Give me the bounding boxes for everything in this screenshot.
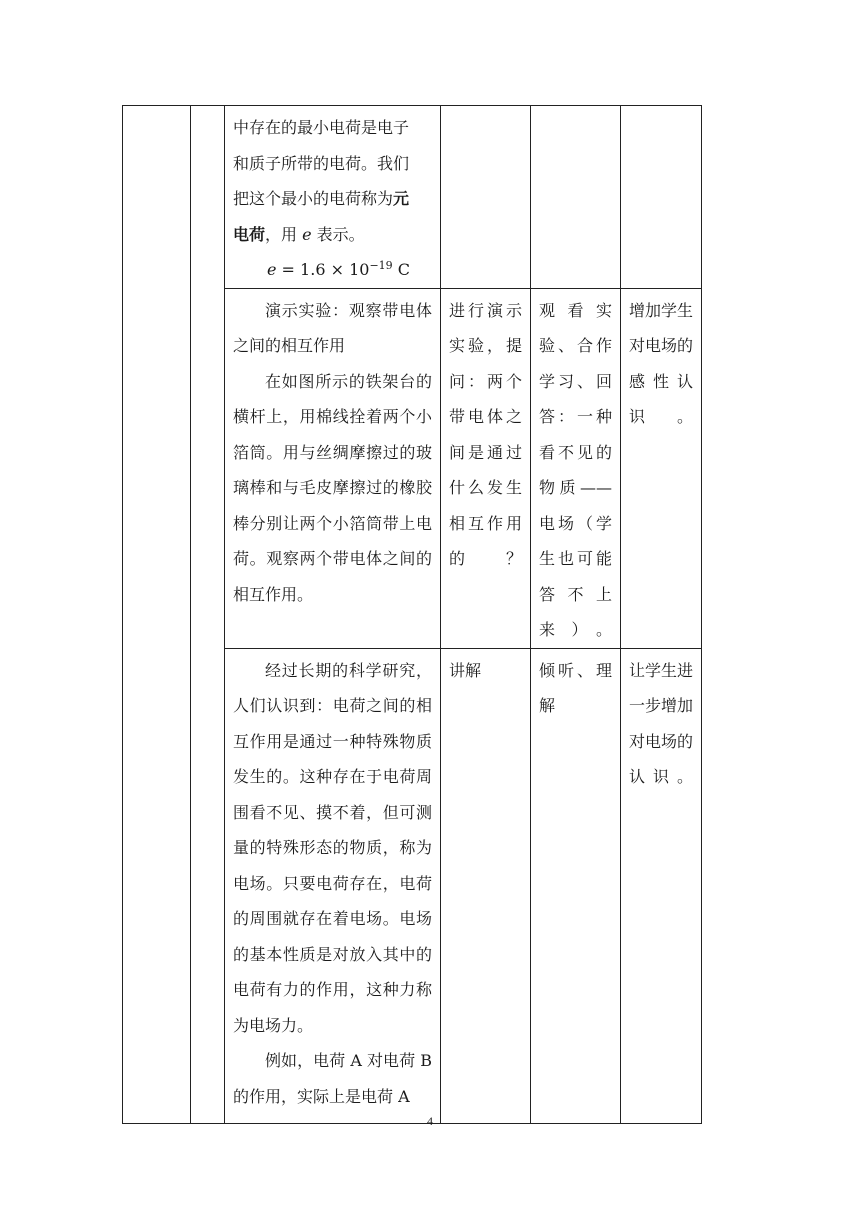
content-cell: [225, 288, 441, 648]
design-intent-cell: [621, 106, 702, 289]
elementary-charge-formula: $e = 1.6 \times 10^{-19}$ C: [267, 259, 410, 279]
content-paragraph: 例如，电荷 A 对电荷 B 的作用，实际上是电荷 A: [233, 1051, 432, 1106]
symbol-e: e: [302, 224, 312, 244]
bold-term: 电荷: [233, 224, 266, 244]
teacher-activity-cell: [441, 106, 531, 289]
student-activity-cell: 倾听、理解: [531, 648, 621, 1123]
content-paragraph: 中存在的最小电荷是电子 和质子所带的电荷。我们 把这个最小的电荷称为元 电荷，用 e 表示。: [233, 118, 410, 244]
content-paragraph: 在如图所示的铁架台的横杆上，用棉线拴着两个小箔筒。用与丝绸摩擦过的玻璃棒和与毛皮摩擦过的橡胶棒分别让两个小箔筒带上电荷。观察两个带电体之间的相互作用。: [233, 371, 432, 604]
design-intent-cell: 让学生进一步增加对电场的认识。: [621, 648, 702, 1123]
demo-title: 演示实验：观察带电体之间的相互作用: [233, 300, 432, 355]
segment-cell: [123, 106, 191, 1124]
student-activity-cell: 观看实验、合作学习、回答：一种看不见的物质——电场（学生也可能答不上来）。: [531, 288, 621, 648]
content-cell: [225, 106, 441, 289]
teacher-activity-cell: 讲解: [441, 648, 531, 1123]
lesson-plan-table: [122, 105, 702, 1124]
time-cell: [191, 106, 225, 1124]
table-row: [123, 106, 702, 289]
design-intent-cell: 增加学生对电场的感性认识。: [621, 288, 702, 648]
student-activity-cell: [531, 106, 621, 289]
bold-term: 元: [393, 189, 410, 208]
content-paragraph: 经过长期的科学研究，人们认识到：电荷之间的相互作用是通过一种特殊物质发生的。这种存在于电荷周围看不见、摸不着，但可测量的特殊形态的物质，称为电场。只要电荷存在，电荷的周围就存在着电场。电场的基本性质是对放入其中的电荷有力的作用，这种力称为电场力。: [233, 660, 432, 1035]
teacher-activity-cell: 进行演示实验，提问：两个带电体之间是通过什么发生相互作用的？: [441, 288, 531, 648]
content-cell: [225, 648, 441, 1123]
page-number: 4: [427, 1114, 433, 1128]
